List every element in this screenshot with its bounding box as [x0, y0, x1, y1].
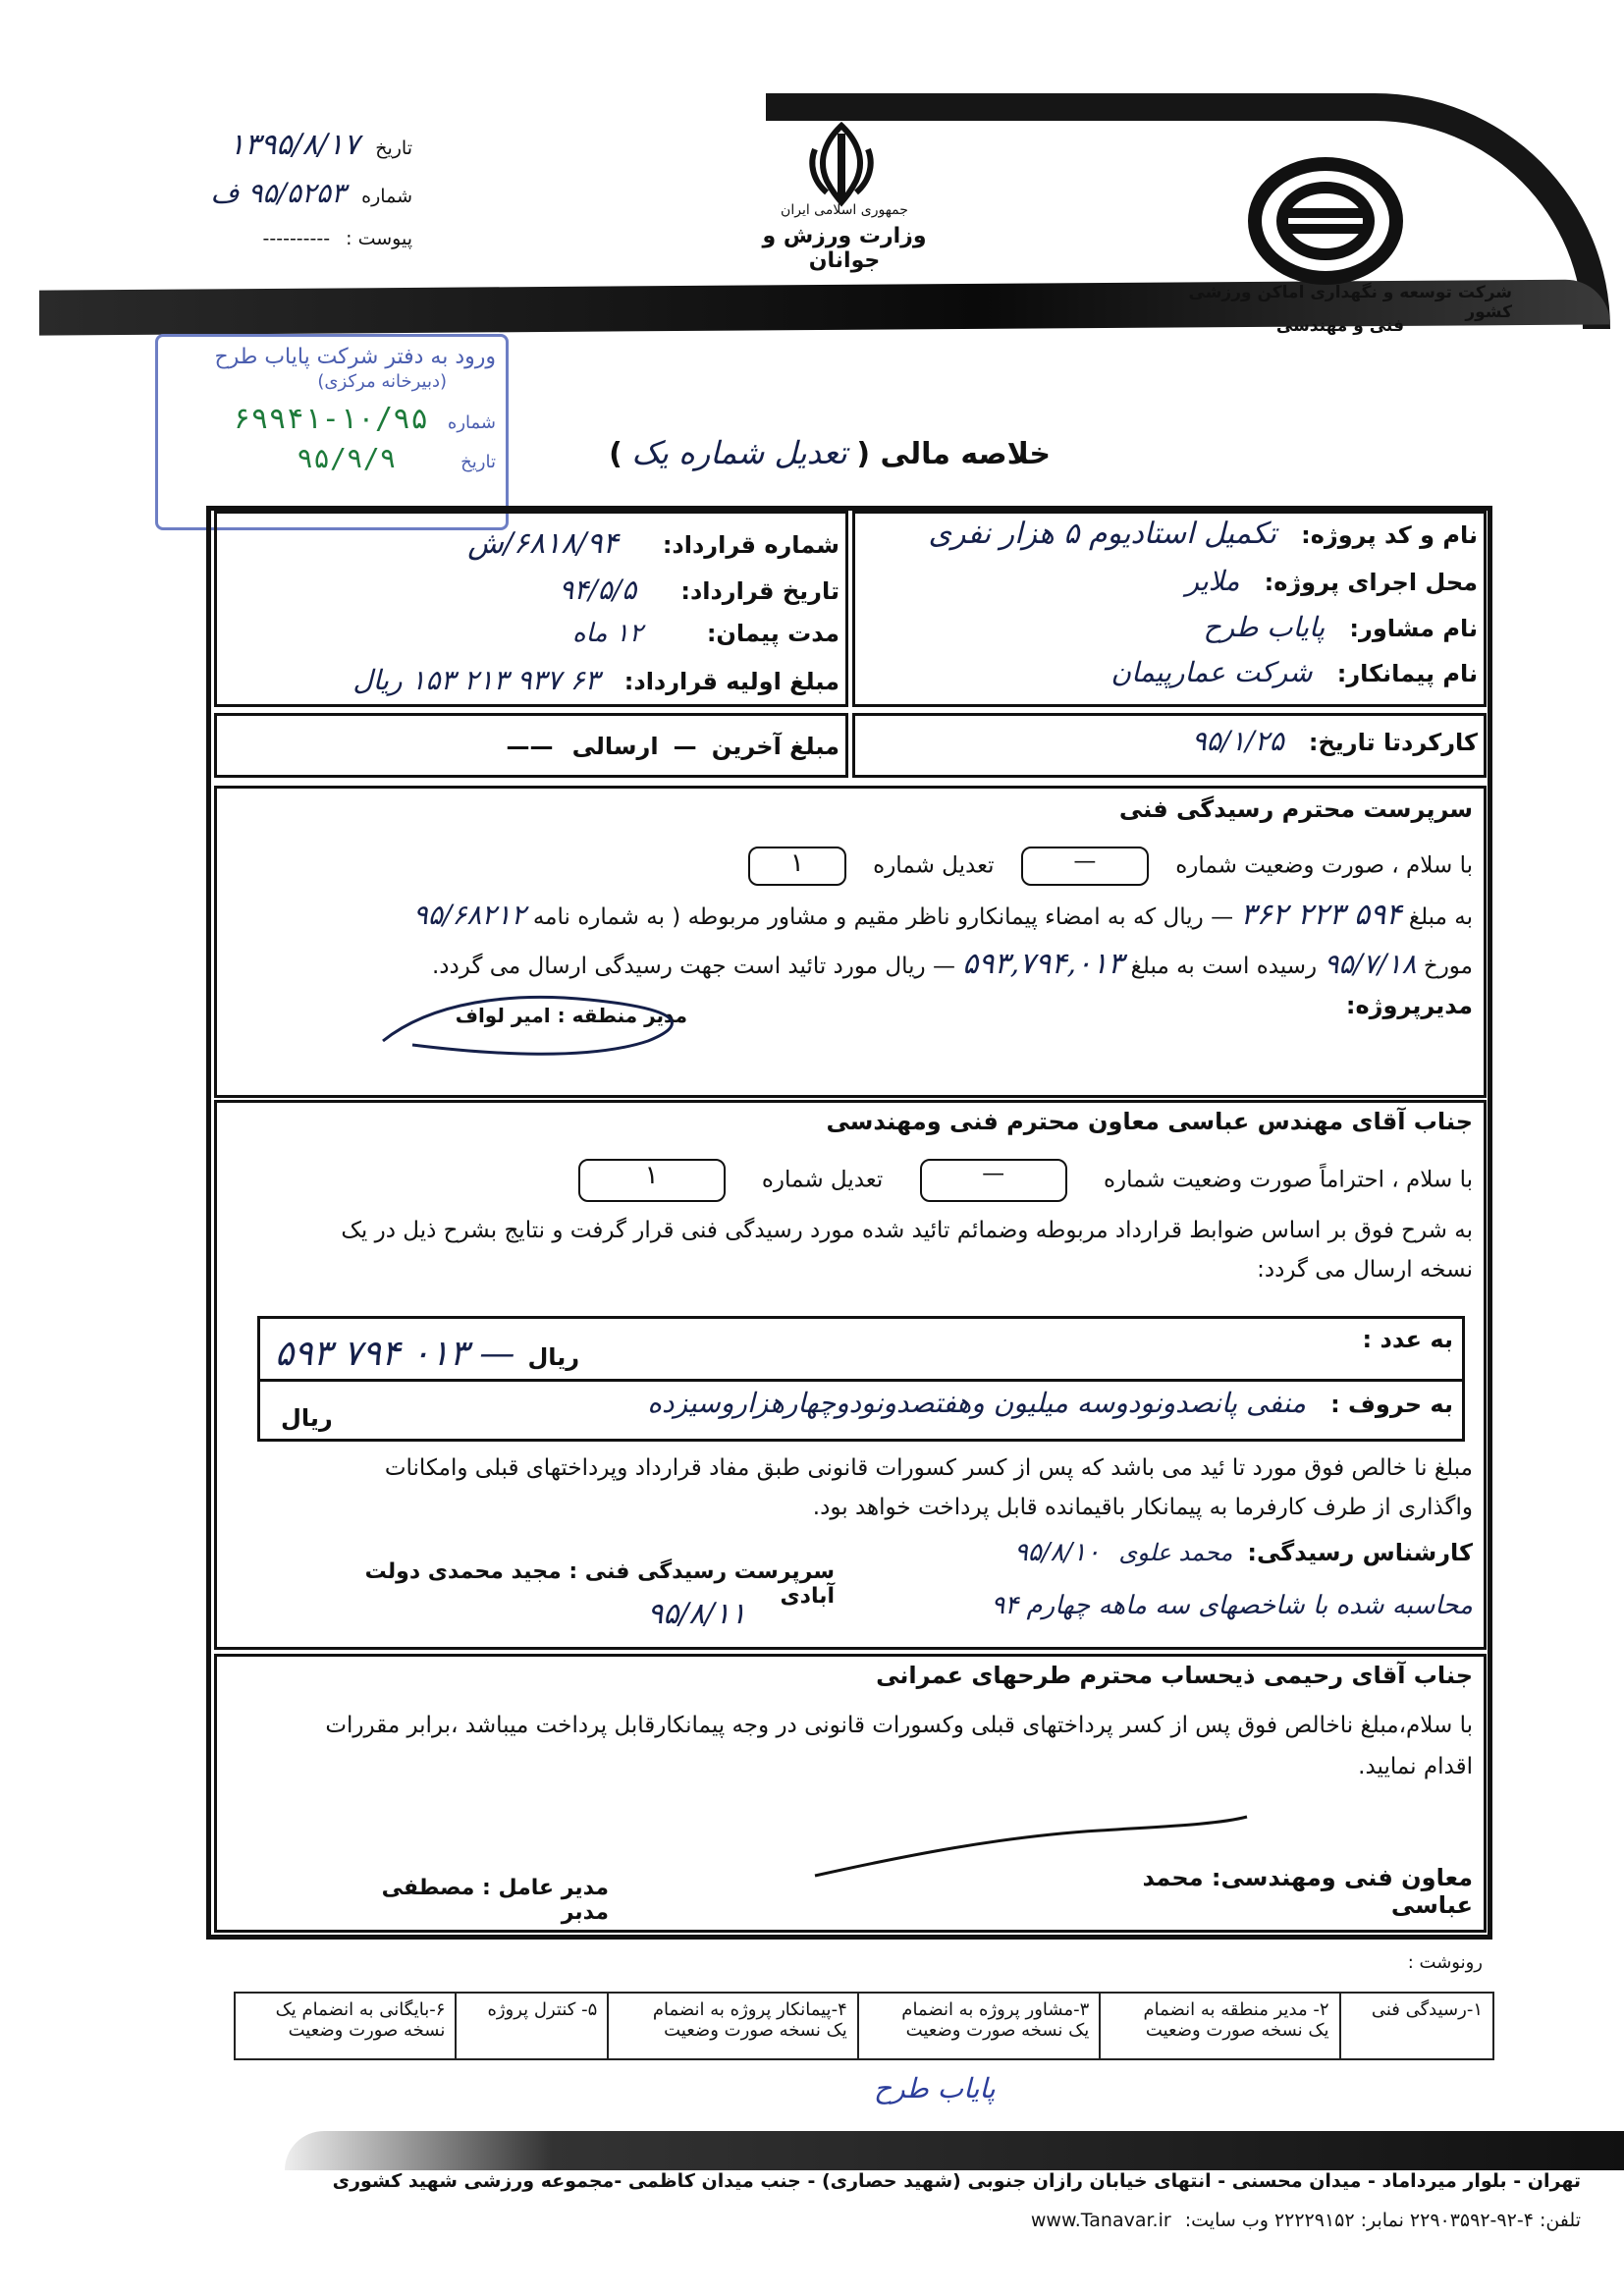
- section2-heading: جناب آقای مهندس عباسی معاون محترم فنی ومهندسی: [826, 1108, 1473, 1135]
- section1-adjust-box: ۱: [748, 847, 846, 886]
- copy-cell-6: ۶-بایگانی به انضمام یک نسخه صورت وضعیت: [235, 1993, 456, 2059]
- header-number-value: ۹۵/۵۲۵۳ ف: [210, 177, 347, 209]
- copy-cell-5: ۵- کنترل پروژه: [456, 1993, 608, 2059]
- title-handwritten: تعدیل شماره یک: [631, 434, 847, 471]
- section2-body1: به شرح فوق بر اساس ضوابط قرارداد مربوطه وضمائم تائید شده مورد رسیدگی فنی قرار گرفت و نتایج بشرح ذیل در یک: [341, 1218, 1473, 1243]
- supervisor-name: سرپرست رسیدگی فنی : مجید محمدی دولت آبادی: [364, 1559, 835, 1609]
- section1-letter-no: ۹۵/۶۸۲۱۲: [412, 899, 526, 931]
- footer-website[interactable]: www.Tanavar.ir: [1030, 2210, 1171, 2231]
- amount-box-divider: [257, 1379, 1465, 1382]
- last-amount-suffix: ارسالی: [571, 733, 659, 760]
- ministry-name: وزارت ورزش و جوانان: [762, 224, 927, 273]
- section1-status-box: —: [1021, 847, 1149, 886]
- section2-note1: مبلغ نا خالص فوق مورد تا ئید می باشد که پس از کسر کسورات قانونی طبق مفاد قرارداد وپرداختهای قبلی وامکانات: [384, 1455, 1473, 1481]
- section3-heading: جناب آقای رحیمی ذیحساب محترم طرحهای عمرانی: [876, 1662, 1473, 1689]
- document-title: [550, 434, 1051, 471]
- reviewer-label: کارشناس رسیدگی:: [1247, 1539, 1473, 1566]
- section1-heading: سرپرست محترم رسیدگی فنی: [1118, 795, 1473, 823]
- digits-unit: ریال: [527, 1343, 580, 1371]
- project-name-label: نام و کد پروژه:: [1301, 521, 1478, 549]
- section2-greeting: با سلام ، احتراماً صورت وضعیت شماره: [1103, 1167, 1473, 1193]
- stamp-number-value: ۱۰/۹۵-۶۹۹۴۱: [233, 402, 429, 436]
- section1-line2-text: — ریال که به امضاء پیمانکارو ناظر مقیم و مشاور مربوطه ( به شماره نامه: [532, 904, 1234, 930]
- department-name: فنی و مهندسی: [1275, 316, 1404, 336]
- section1-line3-mid: رسیده است به مبلغ: [1130, 954, 1318, 979]
- company-name: شرکت توسعه و نگهداری اماکن ورزشی کشور: [1188, 283, 1512, 322]
- contract-duration-value: ۱۲ ماه: [572, 619, 643, 648]
- ceo-name: مدیر عامل : مصطفی مدبر: [381, 1876, 609, 1925]
- header-attachment-value: ----------: [262, 228, 331, 249]
- copies-handwritten-note: پایاب طرح: [874, 2072, 996, 2105]
- contract-amount-label: مبلغ اولیه قرارداد:: [623, 668, 839, 695]
- copy-cell-1: ۱-رسیدگی فنی: [1340, 1993, 1493, 2059]
- footer-phone: تلفن: ۴-۹۲-۲۲۹۰۳۵۹۲ نمابر: ۲۲۲۲۹۱۵۲ وب سایت:: [1184, 2210, 1581, 2231]
- republic-name: جمهوری اسلامی ایران: [781, 202, 908, 218]
- last-amount-label: مبلغ آخرین: [711, 733, 839, 760]
- workshop-date-value: ۹۵/۱/۲۵: [1191, 725, 1284, 757]
- stamp-line1: ورود به دفتر شرکت پایاب طرح: [214, 345, 496, 369]
- section1-adjust-label: تعدیل شماره: [873, 852, 995, 879]
- reviewer-date: ۹۵/۸/۱۰: [1013, 1538, 1101, 1567]
- section1-line2: [226, 898, 1473, 932]
- workshop-date-label: کارکردتا تاریخ:: [1308, 729, 1478, 756]
- section1-line3-date: ۹۵/۷/۱۸: [1324, 948, 1417, 980]
- contract-date-row: [226, 574, 839, 606]
- digits-value-row: [275, 1334, 766, 1374]
- contract-duration-row: [226, 619, 839, 648]
- company-logo-icon: [1247, 157, 1404, 285]
- regional-manager-signature-icon: [373, 972, 707, 1061]
- workshop-date-row: [864, 725, 1478, 757]
- copy-cell-2: ۲- مدیر منطقه به انضمام یک نسخه صورت وضعیت: [1100, 1993, 1339, 2059]
- reviewer-row: [864, 1538, 1473, 1567]
- project-name-row: [864, 517, 1478, 551]
- stamp-date-value: ۹۵/۹/۹: [297, 442, 397, 474]
- digits-value: ۵۹۳ ۷۹۴ ۰۱۳ —: [275, 1334, 515, 1374]
- copy-cell-4: ۴-پیمانکار پروژه به انضمام یک نسخه صورت وضعیت: [608, 1993, 858, 2059]
- section1-line2-prefix: به مبلغ: [1408, 904, 1473, 930]
- words-value: منفی پانصدونودوسه میلیون وهفتصدونودوچهارهزاروسیزده: [647, 1387, 1306, 1419]
- header-date-label: تاریخ: [375, 137, 412, 159]
- copies-table: [234, 1992, 1494, 2060]
- project-contractor-row: [864, 656, 1478, 688]
- section2-adjust-label: تعدیل شماره: [761, 1167, 884, 1193]
- section2-greeting-row: [226, 1159, 1473, 1202]
- words-label: به حروف :: [1330, 1391, 1453, 1418]
- contract-number-value: ۶۸۱۸/۹۴/ش: [467, 526, 619, 561]
- contract-number-row: [226, 526, 839, 561]
- reviewer-value: محمد علوی: [1118, 1539, 1233, 1566]
- header-number-label: شماره: [361, 186, 412, 207]
- contract-date-value: ۹۴/۵/۵: [559, 574, 637, 606]
- section2-adjust-box: ۱: [578, 1159, 726, 1202]
- section2-note2: واگذاری از طرف کارفرما به پیمانکار باقیمانده قابل پرداخت خواهد بود.: [812, 1495, 1473, 1520]
- title-main: خلاصه مالی (: [856, 437, 1051, 471]
- section2-body2: نسخه ارسال می گردد:: [1257, 1257, 1473, 1283]
- project-contractor-label: نام پیمانکار:: [1336, 660, 1478, 687]
- calc-note: محاسبه شده با شاخصهای سه ماهه چهارم ۹۴: [991, 1591, 1473, 1620]
- entry-stamp: [155, 334, 509, 530]
- project-location-label: محل اجرای پروژه:: [1264, 569, 1478, 596]
- stamp-number-label: شماره: [447, 412, 496, 433]
- footer-address: تهران - بلوار میرداماد - میدان محسنی - انتهای خیابان رازان جنوبی (شهید حصاری) - جنب میدان کاظمی -مجموعه ورزشی شهید کشوری: [332, 2170, 1581, 2192]
- section1-greeting-row: [226, 847, 1473, 886]
- contract-amount-row: [226, 664, 839, 696]
- project-consultant-value: پایاب طرح: [1203, 611, 1326, 643]
- section1-line3-amount: ۵۹۳,۷۹۴,۰۱۳: [962, 947, 1124, 981]
- header-attachment-row: [137, 228, 412, 249]
- copy-cell-3: ۳-مشاور پروژه به انضمام یک نسخه صورت وضعیت: [858, 1993, 1101, 2059]
- last-amount-dash: —: [673, 733, 697, 760]
- section1-greeting: با سلام ، صورت وضعیت شماره: [1175, 852, 1473, 879]
- header-number-row: [137, 177, 412, 209]
- project-contractor-value: شرکت عمارپیمان: [1110, 656, 1313, 688]
- section3-body2: اقدام نمایید.: [1358, 1754, 1473, 1779]
- project-name-value: تکمیل استادیوم ۵ هزار نفری: [928, 517, 1277, 551]
- project-consultant-label: نام مشاور:: [1349, 615, 1478, 642]
- supervisor-date: ۹۵/۸/۱۱: [647, 1597, 746, 1631]
- section1-regional-manager: مدیر منطقه : امیر لواف: [455, 1004, 687, 1027]
- stamp-number-row: [158, 392, 506, 436]
- title-close: ): [609, 437, 623, 471]
- section1-line2-amount: ۵۹۴ ۲۲۳ ۳۶۲: [1240, 898, 1402, 932]
- project-location-row: [864, 565, 1478, 597]
- section1-line3-prefix: مورخ: [1423, 954, 1473, 979]
- header-date-value: ۱۳۹۵/۸/۱۷: [229, 128, 360, 162]
- stamp-date-row: [158, 436, 506, 474]
- section1-manager-label: مدیرپروژه:: [1345, 992, 1473, 1019]
- deputy-signature-icon: [805, 1807, 1257, 1886]
- digits-label: به عدد :: [1362, 1326, 1453, 1353]
- last-amount-row: [226, 733, 839, 760]
- stamp-date-label: تاریخ: [460, 452, 496, 472]
- iran-emblem-icon: [797, 120, 886, 208]
- last-amount-value: ——: [506, 733, 554, 760]
- deputy-name: معاون فنی ومهندسی: محمد عباسی: [1142, 1864, 1473, 1919]
- header-date-row: [137, 128, 412, 162]
- contract-number-label: شماره قرارداد:: [662, 531, 839, 559]
- section2-status-box: —: [920, 1159, 1067, 1202]
- stamp-line2: (دبیرخانه مرکزی): [317, 371, 447, 392]
- words-unit: ریال: [281, 1404, 333, 1432]
- footer-bar: [285, 2131, 1624, 2170]
- copies-label: رونوشت :: [1407, 1952, 1483, 1973]
- project-location-value: ملایر: [1185, 565, 1240, 597]
- contract-date-label: تاریخ قرارداد:: [680, 577, 839, 605]
- header-attachment-label: پیوست :: [346, 228, 412, 249]
- section3-body1: با سلام،مبلغ ناخالص فوق پس از کسر پرداختهای قبلی وکسورات قانونی در وجه پیمانکارقابل پرداخت میباشد ،برابر مقررات: [325, 1713, 1473, 1738]
- contract-duration-label: مدت پیمان:: [706, 620, 839, 647]
- section1-line3-suffix: — ریال مورد تائید است جهت رسیدگی ارسال می گردد.: [431, 954, 955, 979]
- project-consultant-row: [864, 611, 1478, 643]
- footer-contact: [589, 2210, 1581, 2231]
- words-row: [275, 1387, 1453, 1419]
- contract-amount-value: ۶۳ ۹۳۷ ۲۱۳ ۱۵۳ ریال: [352, 664, 600, 696]
